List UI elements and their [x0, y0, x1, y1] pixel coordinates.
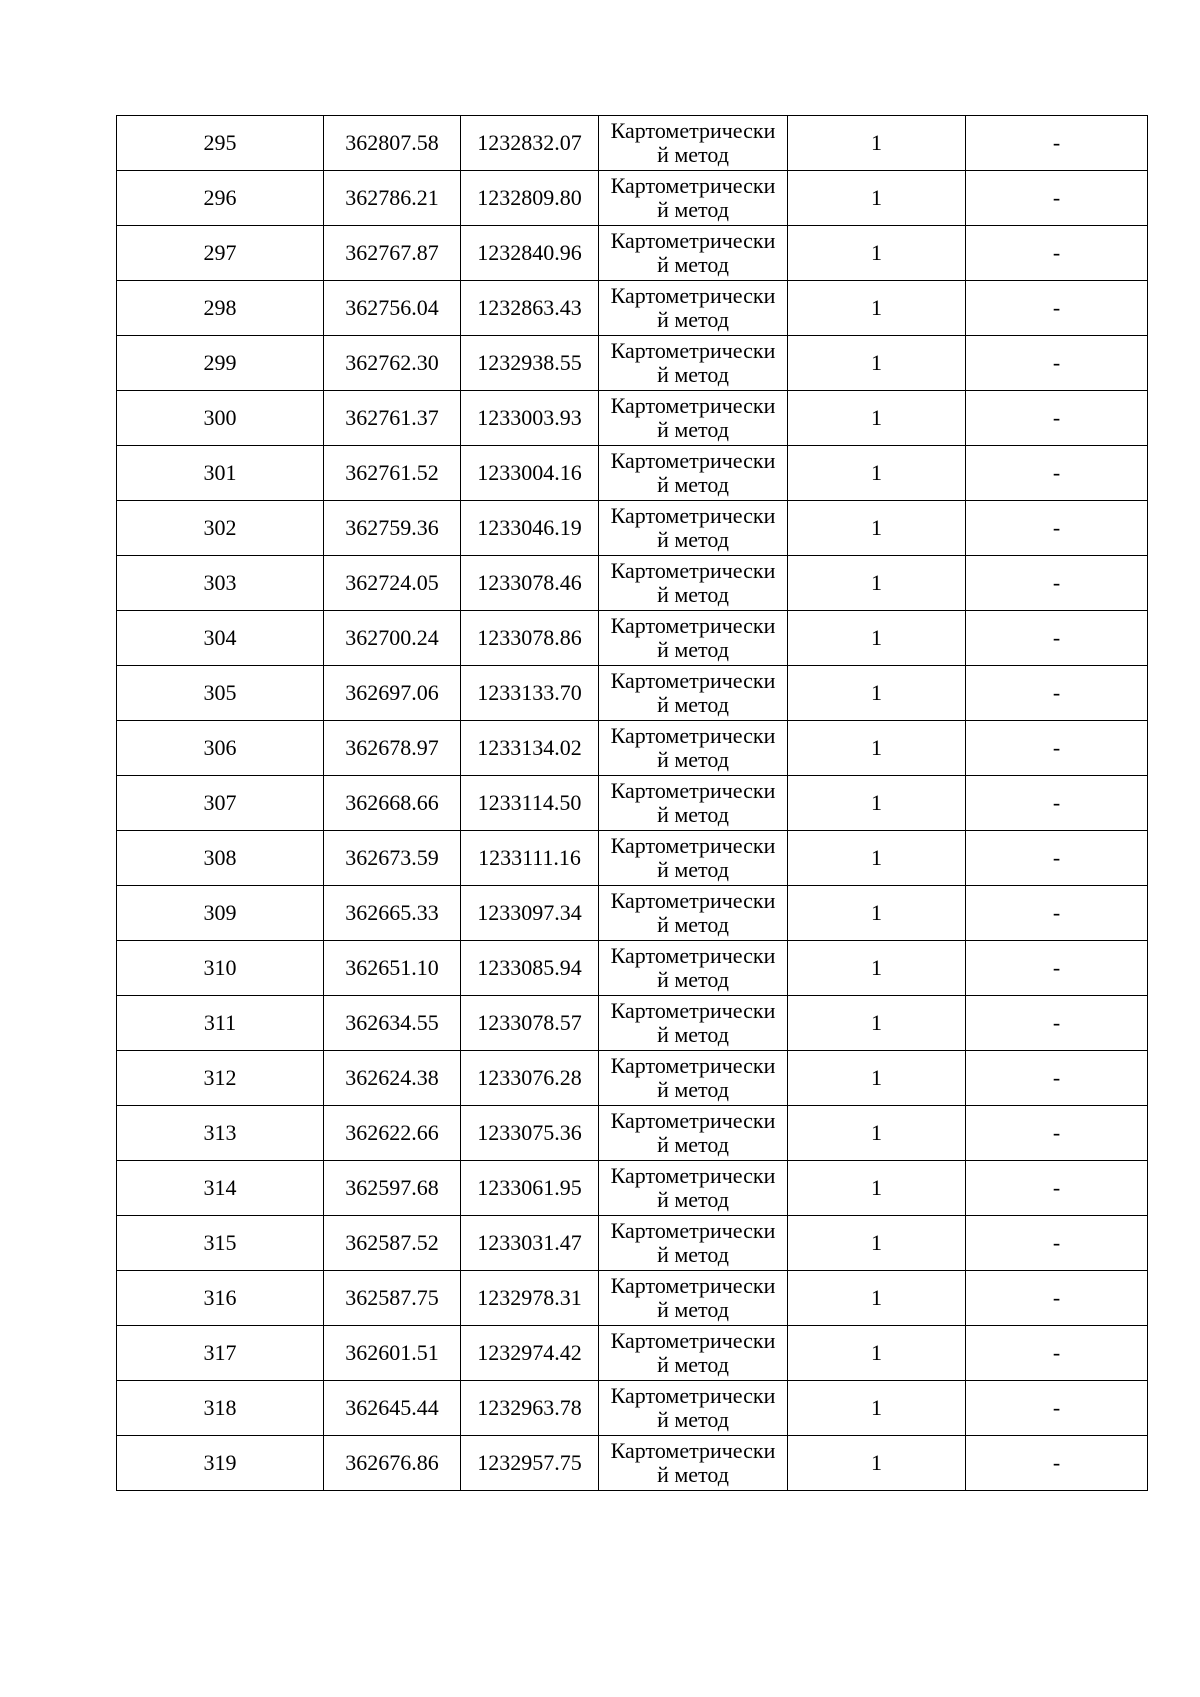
method-cell	[599, 446, 788, 501]
note-cell: -	[966, 886, 1148, 941]
point-number-cell: 310	[117, 941, 324, 996]
note-cell: -	[966, 1161, 1148, 1216]
method-text-line-1: Картометрически	[610, 1218, 776, 1243]
table-row	[117, 1216, 1148, 1271]
point-number-cell: 313	[117, 1106, 324, 1161]
table-row	[117, 886, 1148, 941]
method-text-line-1: Картометрически	[610, 1108, 776, 1133]
y-coordinate-cell: 1233133.70	[461, 666, 599, 721]
method-text-line-1: Картометрически	[610, 228, 776, 253]
method-text-line-2: й метод	[657, 747, 729, 772]
point-number-cell: 301	[117, 446, 324, 501]
table-row	[117, 116, 1148, 171]
method-cell	[599, 1106, 788, 1161]
x-coordinate-cell: 362759.36	[324, 501, 461, 556]
point-number-cell: 295	[117, 116, 324, 171]
method-text-line-1: Картометрически	[610, 393, 776, 418]
table-row	[117, 281, 1148, 336]
table-row	[117, 556, 1148, 611]
method-text-line-1: Картометрически	[610, 1438, 776, 1463]
x-coordinate-cell: 362622.66	[324, 1106, 461, 1161]
method-cell	[599, 281, 788, 336]
point-number-cell: 315	[117, 1216, 324, 1271]
y-coordinate-cell: 1233085.94	[461, 941, 599, 996]
point-number-cell: 298	[117, 281, 324, 336]
method-text-line-1: Картометрически	[610, 1273, 776, 1298]
y-coordinate-cell: 1232978.31	[461, 1271, 599, 1326]
table-row	[117, 666, 1148, 721]
note-cell: -	[966, 1271, 1148, 1326]
method-text-line-2: й метод	[657, 362, 729, 387]
note-cell: -	[966, 1381, 1148, 1436]
y-coordinate-cell: 1233114.50	[461, 776, 599, 831]
method-cell	[599, 1271, 788, 1326]
y-coordinate-cell: 1233061.95	[461, 1161, 599, 1216]
method-text-line-1: Картометрически	[610, 998, 776, 1023]
x-coordinate-cell: 362756.04	[324, 281, 461, 336]
point-number-cell: 307	[117, 776, 324, 831]
note-cell: -	[966, 666, 1148, 721]
method-cell	[599, 666, 788, 721]
method-text-line-1: Картометрически	[610, 338, 776, 363]
y-coordinate-cell: 1232974.42	[461, 1326, 599, 1381]
table-row	[117, 391, 1148, 446]
method-text-line-1: Картометрически	[610, 888, 776, 913]
method-text-line-1: Картометрически	[610, 558, 776, 583]
accuracy-cell: 1	[788, 721, 966, 776]
accuracy-cell: 1	[788, 1381, 966, 1436]
method-cell	[599, 116, 788, 171]
note-cell: -	[966, 1436, 1148, 1491]
table-row	[117, 1106, 1148, 1161]
method-text-line-1: Картометрически	[610, 448, 776, 473]
table-row	[117, 501, 1148, 556]
y-coordinate-cell: 1233111.16	[461, 831, 599, 886]
method-cell	[599, 501, 788, 556]
table-row	[117, 721, 1148, 776]
method-text-line-1: Картометрически	[610, 283, 776, 308]
x-coordinate-cell: 362786.21	[324, 171, 461, 226]
point-number-cell: 302	[117, 501, 324, 556]
method-text-line-2: й метод	[657, 802, 729, 827]
accuracy-cell: 1	[788, 1326, 966, 1381]
method-cell	[599, 556, 788, 611]
accuracy-cell: 1	[788, 446, 966, 501]
x-coordinate-cell: 362724.05	[324, 556, 461, 611]
point-number-cell: 300	[117, 391, 324, 446]
x-coordinate-cell: 362807.58	[324, 116, 461, 171]
coordinates-table	[116, 115, 1148, 1491]
point-number-cell: 309	[117, 886, 324, 941]
table-row	[117, 1161, 1148, 1216]
method-text-line-2: й метод	[657, 692, 729, 717]
method-cell	[599, 721, 788, 776]
method-cell	[599, 1161, 788, 1216]
note-cell: -	[966, 501, 1148, 556]
method-cell	[599, 1216, 788, 1271]
y-coordinate-cell: 1233031.47	[461, 1216, 599, 1271]
method-cell	[599, 996, 788, 1051]
method-text-line-1: Картометрически	[610, 613, 776, 638]
method-cell	[599, 1051, 788, 1106]
accuracy-cell: 1	[788, 611, 966, 666]
method-text-line-1: Картометрически	[610, 173, 776, 198]
table-row	[117, 941, 1148, 996]
accuracy-cell: 1	[788, 941, 966, 996]
y-coordinate-cell: 1233078.86	[461, 611, 599, 666]
note-cell: -	[966, 1326, 1148, 1381]
method-text-line-2: й метод	[657, 1132, 729, 1157]
accuracy-cell: 1	[788, 1161, 966, 1216]
note-cell: -	[966, 1051, 1148, 1106]
note-cell: -	[966, 611, 1148, 666]
table-row	[117, 831, 1148, 886]
x-coordinate-cell: 362601.51	[324, 1326, 461, 1381]
x-coordinate-cell: 362761.52	[324, 446, 461, 501]
accuracy-cell: 1	[788, 501, 966, 556]
y-coordinate-cell: 1233078.46	[461, 556, 599, 611]
accuracy-cell: 1	[788, 1271, 966, 1326]
method-text-line-2: й метод	[657, 472, 729, 497]
y-coordinate-cell: 1232863.43	[461, 281, 599, 336]
table-row	[117, 1381, 1148, 1436]
method-text-line-2: й метод	[657, 1462, 729, 1487]
note-cell: -	[966, 281, 1148, 336]
accuracy-cell: 1	[788, 226, 966, 281]
method-cell	[599, 1326, 788, 1381]
point-number-cell: 296	[117, 171, 324, 226]
method-text-line-1: Картометрически	[610, 1053, 776, 1078]
method-text-line-2: й метод	[657, 1187, 729, 1212]
x-coordinate-cell: 362587.52	[324, 1216, 461, 1271]
note-cell: -	[966, 996, 1148, 1051]
x-coordinate-cell: 362697.06	[324, 666, 461, 721]
method-cell	[599, 171, 788, 226]
method-text-line-1: Картометрически	[610, 833, 776, 858]
table-row	[117, 611, 1148, 666]
method-cell	[599, 336, 788, 391]
note-cell: -	[966, 1216, 1148, 1271]
point-number-cell: 306	[117, 721, 324, 776]
method-text-line-1: Картометрически	[610, 1328, 776, 1353]
y-coordinate-cell: 1232809.80	[461, 171, 599, 226]
method-text-line-2: й метод	[657, 252, 729, 277]
note-cell: -	[966, 831, 1148, 886]
note-cell: -	[966, 226, 1148, 281]
method-cell	[599, 391, 788, 446]
y-coordinate-cell: 1233097.34	[461, 886, 599, 941]
x-coordinate-cell: 362762.30	[324, 336, 461, 391]
y-coordinate-cell: 1232957.75	[461, 1436, 599, 1491]
method-cell	[599, 1381, 788, 1436]
x-coordinate-cell: 362587.75	[324, 1271, 461, 1326]
y-coordinate-cell: 1233076.28	[461, 1051, 599, 1106]
x-coordinate-cell: 362761.37	[324, 391, 461, 446]
method-text-line-2: й метод	[657, 1352, 729, 1377]
table-row	[117, 226, 1148, 281]
accuracy-cell: 1	[788, 666, 966, 721]
point-number-cell: 319	[117, 1436, 324, 1491]
method-text-line-2: й метод	[657, 1242, 729, 1267]
x-coordinate-cell: 362665.33	[324, 886, 461, 941]
method-text-line-2: й метод	[657, 1077, 729, 1102]
method-text-line-2: й метод	[657, 417, 729, 442]
method-text-line-1: Картометрически	[610, 778, 776, 803]
method-cell	[599, 1436, 788, 1491]
table-row	[117, 1326, 1148, 1381]
x-coordinate-cell: 362645.44	[324, 1381, 461, 1436]
method-text-line-1: Картометрически	[610, 1383, 776, 1408]
table-row	[117, 1051, 1148, 1106]
method-text-line-2: й метод	[657, 857, 729, 882]
method-text-line-2: й метод	[657, 582, 729, 607]
y-coordinate-cell: 1233134.02	[461, 721, 599, 776]
table-row	[117, 1271, 1148, 1326]
point-number-cell: 318	[117, 1381, 324, 1436]
method-text-line-2: й метод	[657, 967, 729, 992]
y-coordinate-cell: 1232840.96	[461, 226, 599, 281]
point-number-cell: 299	[117, 336, 324, 391]
x-coordinate-cell: 362634.55	[324, 996, 461, 1051]
table-row	[117, 171, 1148, 226]
method-text-line-2: й метод	[657, 1022, 729, 1047]
method-text-line-1: Картометрически	[610, 668, 776, 693]
method-text-line-2: й метод	[657, 1407, 729, 1432]
note-cell: -	[966, 1106, 1148, 1161]
method-text-line-2: й метод	[657, 142, 729, 167]
point-number-cell: 305	[117, 666, 324, 721]
table-row	[117, 776, 1148, 831]
method-cell	[599, 886, 788, 941]
method-text-line-1: Картометрически	[610, 943, 776, 968]
point-number-cell: 297	[117, 226, 324, 281]
x-coordinate-cell: 362673.59	[324, 831, 461, 886]
x-coordinate-cell: 362676.86	[324, 1436, 461, 1491]
accuracy-cell: 1	[788, 776, 966, 831]
note-cell: -	[966, 721, 1148, 776]
x-coordinate-cell: 362678.97	[324, 721, 461, 776]
table-body	[117, 116, 1148, 1491]
method-text-line-2: й метод	[657, 197, 729, 222]
method-cell	[599, 776, 788, 831]
note-cell: -	[966, 391, 1148, 446]
y-coordinate-cell: 1233075.36	[461, 1106, 599, 1161]
table-row	[117, 1436, 1148, 1491]
x-coordinate-cell: 362767.87	[324, 226, 461, 281]
y-coordinate-cell: 1233078.57	[461, 996, 599, 1051]
method-text-line-1: Картометрически	[610, 1163, 776, 1188]
y-coordinate-cell: 1233046.19	[461, 501, 599, 556]
accuracy-cell: 1	[788, 1436, 966, 1491]
method-text-line-1: Картометрически	[610, 723, 776, 748]
method-text-line-1: Картометрически	[610, 118, 776, 143]
note-cell: -	[966, 941, 1148, 996]
y-coordinate-cell: 1232938.55	[461, 336, 599, 391]
point-number-cell: 308	[117, 831, 324, 886]
point-number-cell: 314	[117, 1161, 324, 1216]
accuracy-cell: 1	[788, 831, 966, 886]
accuracy-cell: 1	[788, 336, 966, 391]
method-text-line-2: й метод	[657, 912, 729, 937]
note-cell: -	[966, 776, 1148, 831]
method-cell	[599, 226, 788, 281]
accuracy-cell: 1	[788, 116, 966, 171]
note-cell: -	[966, 556, 1148, 611]
y-coordinate-cell: 1233004.16	[461, 446, 599, 501]
y-coordinate-cell: 1232963.78	[461, 1381, 599, 1436]
point-number-cell: 303	[117, 556, 324, 611]
accuracy-cell: 1	[788, 1051, 966, 1106]
x-coordinate-cell: 362624.38	[324, 1051, 461, 1106]
point-number-cell: 317	[117, 1326, 324, 1381]
x-coordinate-cell: 362668.66	[324, 776, 461, 831]
point-number-cell: 304	[117, 611, 324, 666]
method-text-line-2: й метод	[657, 637, 729, 662]
y-coordinate-cell: 1232832.07	[461, 116, 599, 171]
point-number-cell: 316	[117, 1271, 324, 1326]
accuracy-cell: 1	[788, 171, 966, 226]
note-cell: -	[966, 116, 1148, 171]
accuracy-cell: 1	[788, 1216, 966, 1271]
y-coordinate-cell: 1233003.93	[461, 391, 599, 446]
x-coordinate-cell: 362651.10	[324, 941, 461, 996]
method-text-line-2: й метод	[657, 1297, 729, 1322]
accuracy-cell: 1	[788, 1106, 966, 1161]
x-coordinate-cell: 362700.24	[324, 611, 461, 666]
method-text-line-2: й метод	[657, 307, 729, 332]
table-row	[117, 996, 1148, 1051]
accuracy-cell: 1	[788, 996, 966, 1051]
method-text-line-1: Картометрически	[610, 503, 776, 528]
x-coordinate-cell: 362597.68	[324, 1161, 461, 1216]
accuracy-cell: 1	[788, 556, 966, 611]
note-cell: -	[966, 446, 1148, 501]
accuracy-cell: 1	[788, 281, 966, 336]
accuracy-cell: 1	[788, 391, 966, 446]
method-cell	[599, 941, 788, 996]
note-cell: -	[966, 336, 1148, 391]
table-row	[117, 336, 1148, 391]
accuracy-cell: 1	[788, 886, 966, 941]
method-text-line-2: й метод	[657, 527, 729, 552]
table-row	[117, 446, 1148, 501]
note-cell: -	[966, 171, 1148, 226]
method-cell	[599, 611, 788, 666]
point-number-cell: 311	[117, 996, 324, 1051]
method-cell	[599, 831, 788, 886]
point-number-cell: 312	[117, 1051, 324, 1106]
